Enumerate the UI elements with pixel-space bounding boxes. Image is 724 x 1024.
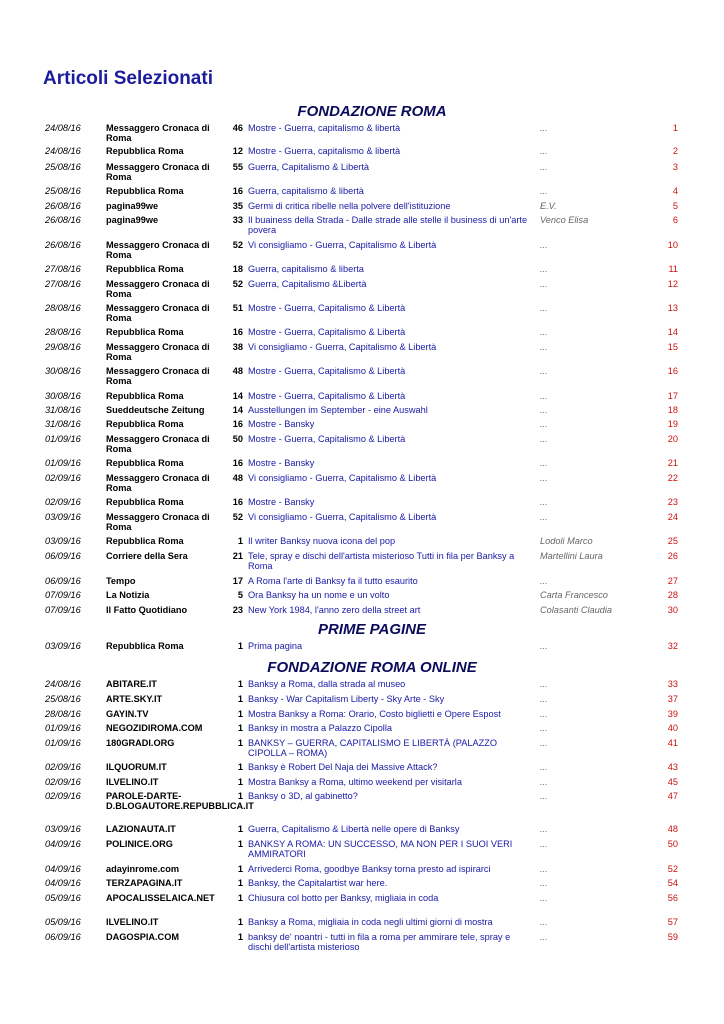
row-index[interactable]: 56 (667, 893, 678, 903)
row-author: ... (540, 864, 548, 874)
row-author: ... (540, 473, 548, 483)
row-source: ILQUORUM.IT (106, 762, 167, 772)
row-index[interactable]: 37 (667, 694, 678, 704)
row-date: 04/09/16 (45, 864, 81, 874)
article-row (0, 604, 724, 619)
row-date: 03/09/16 (45, 536, 81, 546)
row-page-number: 35 (232, 201, 243, 211)
row-source: APOCALISSELAICA.NET (106, 893, 215, 903)
article-row (0, 640, 724, 657)
row-index[interactable]: 18 (667, 405, 678, 415)
article-row (0, 214, 724, 239)
row-author: ... (540, 824, 548, 834)
article-row (0, 892, 724, 916)
row-author: ... (540, 641, 548, 651)
article-row (0, 761, 724, 776)
row-index[interactable]: 33 (667, 679, 678, 689)
row-page-number: 1 (237, 641, 243, 651)
row-author: ... (540, 497, 548, 507)
row-date: 03/09/16 (45, 824, 81, 834)
row-index[interactable]: 24 (667, 512, 678, 522)
row-page-number: 1 (237, 694, 243, 704)
row-index[interactable]: 39 (667, 709, 678, 719)
row-page-number: 23 (232, 605, 243, 615)
row-source: Messaggero Cronaca di Roma (106, 366, 210, 386)
article-row (0, 737, 724, 761)
row-article-title[interactable]: New York 1984, l'anno zero della street art (248, 605, 421, 615)
article-row (0, 838, 724, 863)
article-row (0, 589, 724, 604)
row-author: ... (540, 303, 548, 313)
row-page-number: 14 (232, 405, 243, 415)
row-page-number: 46 (232, 123, 243, 133)
article-row (0, 365, 724, 390)
row-index[interactable]: 4 (672, 186, 678, 196)
row-index[interactable]: 13 (667, 303, 678, 313)
row-source: ABITARE.IT (106, 679, 157, 689)
row-article-title[interactable]: A Roma l'arte di Banksy fa il tutto esaurito (248, 576, 418, 586)
row-date: 28/08/16 (45, 709, 81, 719)
row-index[interactable]: 32 (667, 641, 678, 651)
section-title: PRIME PAGINE (317, 621, 427, 638)
row-source: Corriere della Sera (106, 551, 188, 561)
row-index[interactable]: 20 (667, 434, 678, 444)
row-article-title[interactable]: Banksy a Roma, migliaia in coda negli ultimi giorni di mostra (248, 917, 493, 927)
row-author: Martellini Laura (540, 551, 603, 561)
row-index[interactable]: 50 (667, 839, 678, 849)
row-article-title[interactable]: Mostre - Guerra, Capitalismo & Libertà (248, 303, 406, 313)
row-date: 29/08/16 (45, 342, 81, 352)
row-source: La Notizia (106, 590, 150, 600)
row-page-number: 1 (237, 679, 243, 689)
section-title: FONDAZIONE ROMA (297, 103, 447, 120)
row-page-number: 1 (237, 932, 243, 942)
row-page-number: 16 (232, 497, 243, 507)
article-row (0, 404, 724, 418)
row-page-number: 1 (237, 709, 243, 719)
row-date: 06/09/16 (45, 932, 81, 942)
article-row (0, 302, 724, 326)
article-row (0, 535, 724, 550)
row-author: ... (540, 366, 548, 376)
row-source: Repubblica Roma (106, 327, 184, 337)
row-author: ... (540, 932, 548, 942)
row-source: Messaggero Cronaca di Roma (106, 240, 210, 260)
row-article-title[interactable]: Banksy è Robert Del Naja dei Massive Attack? (248, 762, 438, 772)
row-index[interactable]: 45 (667, 777, 678, 787)
row-index[interactable]: 16 (667, 366, 678, 376)
row-article-title[interactable]: Banksy in mostra a Palazzo Cipolla (248, 723, 393, 733)
row-source: Messaggero Cronaca di Roma (106, 279, 210, 299)
row-source: Repubblica Roma (106, 641, 184, 651)
row-date: 28/08/16 (45, 303, 81, 313)
row-source: Messaggero Cronaca di Roma (106, 342, 210, 362)
row-date: 02/09/16 (45, 497, 81, 507)
row-source: Messaggero Cronaca di Roma (106, 162, 210, 182)
row-source: 180GRADI.ORG (106, 738, 175, 748)
article-row (0, 678, 724, 693)
row-date: 01/09/16 (45, 458, 81, 468)
row-page-number: 14 (232, 391, 243, 401)
row-article-title[interactable]: Guerra, Capitalismo &Libertà (248, 279, 367, 289)
article-row (0, 823, 724, 838)
article-list (0, 101, 724, 956)
row-article-title[interactable]: Guerra, capitalismo & libertà (248, 186, 364, 196)
row-page-number: 16 (232, 458, 243, 468)
row-source: Repubblica Roma (106, 419, 184, 429)
row-index[interactable]: 10 (667, 240, 678, 250)
row-date: 02/09/16 (45, 791, 81, 801)
row-index[interactable]: 59 (667, 932, 678, 942)
row-date: 26/08/16 (45, 240, 81, 250)
row-index[interactable]: 5 (672, 201, 678, 211)
row-page-number: 1 (237, 864, 243, 874)
article-row (0, 263, 724, 278)
row-author: ... (540, 777, 548, 787)
row-author: ... (540, 434, 548, 444)
row-date: 02/09/16 (45, 473, 81, 483)
row-date: 25/08/16 (45, 694, 81, 704)
row-date: 26/08/16 (45, 215, 81, 225)
row-index[interactable]: 15 (667, 342, 678, 352)
row-author: ... (540, 839, 548, 849)
row-index[interactable]: 41 (667, 738, 678, 748)
row-author: ... (540, 694, 548, 704)
article-row (0, 457, 724, 472)
row-article-title[interactable]: Banksy - War Capitalism Liberty - Sky Arte - Sky (248, 694, 445, 704)
row-article-title[interactable]: Il buainess della Strada - Dalle strade alle stelle il business di un'arte povera (248, 215, 528, 235)
row-page-number: 1 (237, 791, 243, 801)
row-date: 01/09/16 (45, 738, 81, 748)
article-row (0, 418, 724, 433)
row-article-title[interactable]: Vi consigliamo - Guerra, Capitalismo & Libertà (248, 512, 437, 522)
row-article-title[interactable]: Mostre - Guerra, Capitalismo & Libertà (248, 366, 406, 376)
article-row (0, 722, 724, 737)
row-page-number: 52 (232, 279, 243, 289)
row-article-title[interactable]: Banksy, the Capitalartist war here. (248, 878, 388, 888)
row-page-number: 1 (237, 777, 243, 787)
row-source: ILVELINO.IT (106, 917, 159, 927)
article-row (0, 341, 724, 365)
row-index[interactable]: 3 (672, 162, 678, 172)
article-row (0, 863, 724, 877)
article-row (0, 278, 724, 302)
row-source: GAYIN.TV (106, 709, 149, 719)
row-author: ... (540, 240, 548, 250)
row-date: 06/09/16 (45, 551, 81, 561)
row-article-title[interactable]: Mostre - Guerra, capitalismo & libertà (248, 123, 401, 133)
row-article-title[interactable]: Ora Banksy ha un nome e un volto (248, 590, 390, 600)
row-article-title[interactable]: Mostre - Guerra, capitalismo & libertà (248, 146, 401, 156)
row-author: ... (540, 186, 548, 196)
row-article-title[interactable]: BANKSY – GUERRA, CAPITALISMO E LIBERTÀ (PALAZZO CIPOLLA – ROMA) (248, 738, 497, 758)
row-index[interactable]: 21 (667, 458, 678, 468)
row-author: ... (540, 391, 548, 401)
row-author: ... (540, 458, 548, 468)
row-index[interactable]: 43 (667, 762, 678, 772)
section-title: FONDAZIONE ROMA ONLINE (267, 659, 477, 676)
row-article-title[interactable]: Mostra Banksy a Roma, ultimo weekend per visitarla (248, 777, 462, 787)
row-page-number: 18 (232, 264, 243, 274)
article-row (0, 433, 724, 457)
row-date: 04/09/16 (45, 839, 81, 849)
row-date: 27/08/16 (45, 279, 81, 289)
row-author: ... (540, 917, 548, 927)
row-source: TERZAPAGINA.IT (106, 878, 183, 888)
row-date: 30/08/16 (45, 391, 81, 401)
row-article-title[interactable]: Prima pagina (248, 641, 303, 651)
row-article-title[interactable]: Vi consigliamo - Guerra, Capitalismo & Libertà (248, 473, 437, 483)
row-page-number: 33 (232, 215, 243, 225)
article-row (0, 390, 724, 404)
article-row (0, 161, 724, 185)
row-source: Repubblica Roma (106, 458, 184, 468)
row-page-number: 1 (237, 824, 243, 834)
row-article-title[interactable]: Mostre - Guerra, Capitalismo & Libertà (248, 391, 406, 401)
article-row (0, 496, 724, 511)
row-page-number: 1 (237, 536, 243, 546)
row-article-title[interactable]: Mostre - Bansky (248, 497, 315, 507)
row-author: Lodoli Marco (540, 536, 593, 546)
row-page-number: 1 (237, 762, 243, 772)
row-date: 04/09/16 (45, 878, 81, 888)
row-index[interactable]: 14 (667, 327, 678, 337)
row-source: Messaggero Cronaca di Roma (106, 512, 210, 532)
row-index[interactable]: 6 (672, 215, 678, 225)
row-index[interactable]: 2 (672, 146, 678, 156)
row-source: pagina99we (106, 215, 159, 225)
row-article-title[interactable]: Mostre - Bansky (248, 458, 315, 468)
article-row (0, 790, 724, 823)
row-source: Repubblica Roma (106, 186, 184, 196)
row-author: ... (540, 146, 548, 156)
row-source: Tempo (106, 576, 136, 586)
row-article-title[interactable]: Ausstellungen im September - eine Auswahl (248, 405, 428, 415)
row-article-title[interactable]: Germi di critica ribelle nella polvere dell'istituzione (248, 201, 451, 211)
row-author: ... (540, 576, 548, 586)
article-row (0, 122, 724, 145)
row-source: ARTE.SKY.IT (106, 694, 163, 704)
row-source: DAGOSPIA.COM (106, 932, 179, 942)
row-page-number: 55 (232, 162, 243, 172)
row-source: Messaggero Cronaca di Roma (106, 123, 210, 143)
row-date: 28/08/16 (45, 327, 81, 337)
row-index[interactable]: 52 (667, 864, 678, 874)
row-article-title[interactable]: Mostre - Bansky (248, 419, 315, 429)
row-source: PAROLE-DARTE-D.BLOGAUTORE.REPUBBLICA.IT (106, 791, 254, 811)
row-page-number: 1 (237, 878, 243, 888)
row-page-number: 1 (237, 893, 243, 903)
row-index[interactable]: 26 (667, 551, 678, 561)
row-page-number: 38 (232, 342, 243, 352)
row-article-title[interactable]: Mostre - Guerra, Capitalismo & Libertà (248, 327, 406, 337)
row-source: Repubblica Roma (106, 146, 184, 156)
row-author: ... (540, 878, 548, 888)
row-date: 30/08/16 (45, 366, 81, 376)
row-author: Venco Elisa (540, 215, 589, 225)
row-author: ... (540, 162, 548, 172)
row-author: Carta Francesco (540, 590, 608, 600)
row-index[interactable]: 17 (667, 391, 678, 401)
row-index[interactable]: 57 (667, 917, 678, 927)
row-article-title[interactable]: Mostra Banksy a Roma: Orario, Costo biglietti e Opere Espost (248, 709, 501, 719)
row-author: ... (540, 405, 548, 415)
row-source: Repubblica Roma (106, 497, 184, 507)
row-page-number: 48 (232, 473, 243, 483)
row-page-number: 52 (232, 512, 243, 522)
row-source: adayinrome.com (106, 864, 180, 874)
row-article-title[interactable]: Guerra, Capitalismo & Libertà nelle opere di Banksy (248, 824, 460, 834)
row-author: ... (540, 512, 548, 522)
row-article-title[interactable]: Arrivederci Roma, goodbye Banksy torna presto ad ispirarci (248, 864, 491, 874)
article-row (0, 472, 724, 496)
row-date: 24/08/16 (45, 679, 81, 689)
row-author: ... (540, 762, 548, 772)
row-article-title[interactable]: Vi consigliamo - Guerra, Capitalismo & Libertà (248, 240, 437, 250)
row-source: pagina99we (106, 201, 159, 211)
row-index[interactable]: 23 (667, 497, 678, 507)
row-date: 05/09/16 (45, 893, 81, 903)
row-date: 07/09/16 (45, 605, 81, 615)
article-row (0, 145, 724, 161)
row-page-number: 52 (232, 240, 243, 250)
row-article-title[interactable]: Mostre - Guerra, Capitalismo & Libertà (248, 434, 406, 444)
row-index[interactable]: 40 (667, 723, 678, 733)
row-source: Il Fatto Quotidiano (106, 605, 188, 615)
article-row (0, 776, 724, 790)
row-article-title[interactable]: Banksy a Roma, dalla strada al museo (248, 679, 406, 689)
row-index[interactable]: 11 (668, 264, 678, 274)
row-source: POLINICE.ORG (106, 839, 173, 849)
article-row (0, 708, 724, 722)
row-page-number: 16 (232, 419, 243, 429)
row-page-number: 1 (237, 839, 243, 849)
row-source: NEGOZIDIROMA.COM (106, 723, 203, 733)
row-date: 05/09/16 (45, 917, 81, 927)
row-date: 25/08/16 (45, 186, 81, 196)
article-row (0, 693, 724, 708)
row-date: 24/08/16 (45, 123, 81, 133)
row-date: 01/09/16 (45, 723, 81, 733)
row-page-number: 5 (237, 590, 243, 600)
row-date: 02/09/16 (45, 762, 81, 772)
row-source: Repubblica Roma (106, 391, 184, 401)
row-index[interactable]: 28 (667, 590, 678, 600)
article-row (0, 326, 724, 341)
row-date: 24/08/16 (45, 146, 81, 156)
row-author: ... (540, 723, 548, 733)
row-author: ... (540, 738, 548, 748)
row-source: Messaggero Cronaca di Roma (106, 434, 210, 454)
row-author: ... (540, 419, 548, 429)
row-index[interactable]: 22 (667, 473, 678, 483)
row-page-number: 21 (232, 551, 243, 561)
row-author: ... (540, 123, 548, 133)
row-index[interactable]: 25 (667, 536, 678, 546)
row-index[interactable]: 30 (667, 605, 678, 615)
article-row (0, 877, 724, 892)
row-page-number: 17 (232, 576, 243, 586)
row-date: 02/09/16 (45, 777, 81, 787)
row-page-number: 51 (232, 303, 243, 313)
row-article-title[interactable]: Chiusura col botto per Banksy, migliaia in coda (248, 893, 439, 903)
row-source: Repubblica Roma (106, 536, 184, 546)
row-page-number: 16 (232, 186, 243, 196)
row-date: 25/08/16 (45, 162, 81, 172)
row-index[interactable]: 48 (667, 824, 678, 834)
row-article-title[interactable]: Banksy o 3D, al gabinetto? (248, 791, 358, 801)
article-row (0, 200, 724, 214)
row-page-number: 16 (232, 327, 243, 337)
row-index[interactable]: 47 (667, 791, 678, 801)
row-article-title[interactable]: banksy de' noantri - tutti in fila a roma per ammirare tele, spray e dischi dell'artista misterioso (248, 932, 511, 952)
row-date: 03/09/16 (45, 512, 81, 522)
row-author: ... (540, 342, 548, 352)
row-date: 26/08/16 (45, 201, 81, 211)
row-author: ... (540, 279, 548, 289)
row-source: Messaggero Cronaca di Roma (106, 473, 210, 493)
row-date: 27/08/16 (45, 264, 81, 274)
row-page-number: 48 (232, 366, 243, 376)
article-row (0, 185, 724, 200)
row-index[interactable]: 54 (667, 878, 678, 888)
article-row (0, 239, 724, 263)
article-row (0, 575, 724, 589)
row-date: 03/09/16 (45, 641, 81, 651)
row-article-title[interactable]: Il writer Banksy nuova icona del pop (248, 536, 396, 546)
row-article-title[interactable]: BANKSY A ROMA: UN SUCCESSO, MA NON PER I SUOI VERI AMMIRATORI (248, 839, 513, 859)
page-title: Articoli Selezionati (43, 68, 213, 89)
row-author: ... (540, 709, 548, 719)
row-article-title[interactable]: Guerra, capitalismo & liberta (248, 264, 364, 274)
row-author: ... (540, 791, 548, 801)
row-date: 01/09/16 (45, 434, 81, 444)
row-date: 06/09/16 (45, 576, 81, 586)
row-author: E.V. (540, 201, 557, 211)
row-author: ... (540, 893, 548, 903)
row-page-number: 12 (232, 146, 243, 156)
article-row (0, 550, 724, 575)
row-author: ... (540, 327, 548, 337)
article-row (0, 931, 724, 956)
row-author: ... (540, 679, 548, 689)
row-author: Colasanti Claudia (540, 605, 613, 615)
row-article-title[interactable]: Tele, spray e dischi dell'artista misterioso Tutti in fila per Banksy a Roma (248, 551, 515, 571)
row-page-number: 1 (237, 917, 243, 927)
row-date: 31/08/16 (45, 419, 81, 429)
row-article-title[interactable]: Guerra, Capitalismo & Libertà (248, 162, 370, 172)
row-source: Sueddeutsche Zeitung (106, 405, 205, 415)
row-index[interactable]: 19 (667, 419, 678, 429)
row-source: Repubblica Roma (106, 264, 184, 274)
row-page-number: 1 (237, 723, 243, 733)
row-source: ILVELINO.IT (106, 777, 159, 787)
row-index[interactable]: 12 (667, 279, 678, 289)
row-index[interactable]: 1 (672, 123, 678, 133)
row-source: Messaggero Cronaca di Roma (106, 303, 210, 323)
article-row (0, 916, 724, 931)
row-source: LAZIONAUTA.IT (106, 824, 176, 834)
row-date: 31/08/16 (45, 405, 81, 415)
row-index[interactable]: 27 (667, 576, 678, 586)
row-date: 07/09/16 (45, 590, 81, 600)
row-page-number: 50 (232, 434, 243, 444)
row-page-number: 1 (237, 738, 243, 748)
row-author: ... (540, 264, 548, 274)
row-article-title[interactable]: Vi consigliamo - Guerra, Capitalismo & Libertà (248, 342, 437, 352)
article-row (0, 511, 724, 535)
